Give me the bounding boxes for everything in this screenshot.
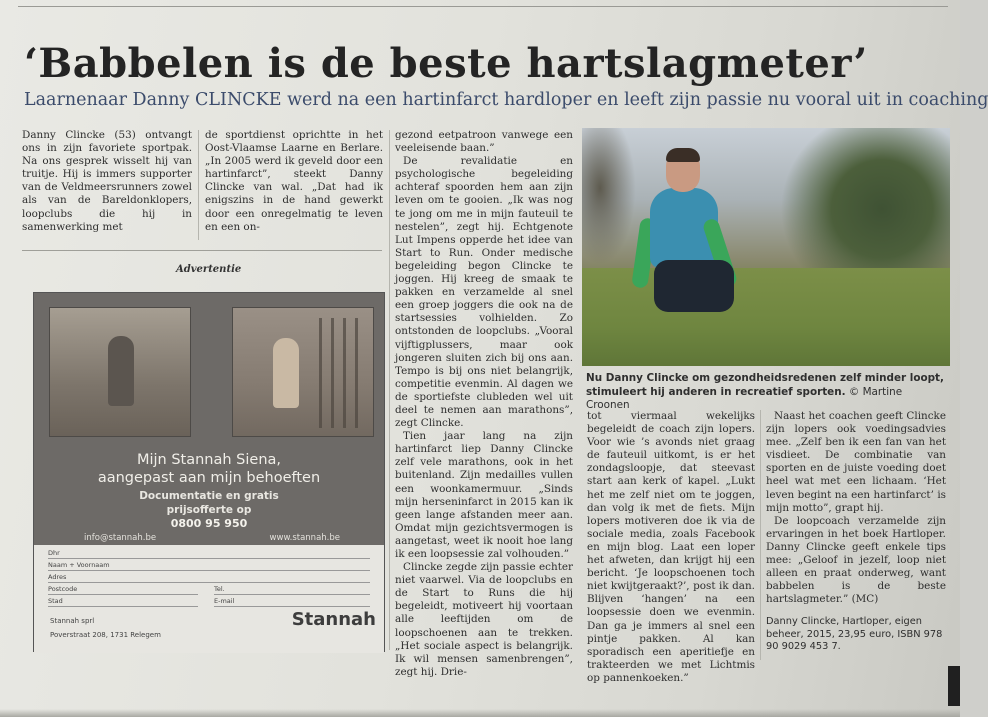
article-column-3 (395, 129, 573, 678)
ad-phone: 0800 95 950 (170, 517, 248, 530)
runner-hair (666, 148, 700, 162)
ad-offer-line: prijsofferte op (166, 504, 252, 516)
advertisement-label: Advertentie (176, 264, 242, 275)
form-field-city: Stad (48, 597, 198, 607)
advertisement (33, 292, 385, 652)
paragraph: de sportdienst oprichtte in het Oost-Vlaamse Laarne en Berlare. „In 2005 werd ik geveld door een hartinfarct”, steekt Danny Clincke van wal. „Dat had ik enigszins in de hand gewerkt door een onregelmatig te leven en een on- (205, 129, 383, 233)
ad-offer-line: Documentatie en gratis (139, 490, 279, 502)
book-credit: Danny Clincke, Hartloper, eigen beheer, 2015, 23,95 euro, ISBN 978 90 9029 453 7. (766, 616, 943, 653)
paragraph: Clincke zegde zijn passie echter niet vaarwel. Via de loopclubs en de Start to Runs die hij begeleidt, motiveert hij voortaan alle leeftijden om de loopschoenen aan te trekken. „Het sociale aspect is belangrijk. Ik wil mensen samenbrengen”, zegt hij. Drie- (395, 561, 573, 678)
ad-address: Poverstraat 208, 1731 Relegem (50, 631, 161, 639)
article-photo (582, 128, 950, 366)
column-rule (198, 130, 199, 240)
photo-caption (586, 372, 948, 413)
runner-legs (654, 260, 734, 312)
column-rule (389, 130, 390, 650)
stannah-logo: Stannah (291, 609, 376, 630)
ad-offer (34, 489, 384, 517)
stair-railing (319, 318, 365, 428)
tree (582, 128, 642, 278)
ad-title (34, 451, 384, 487)
ad-coupon-form (34, 545, 384, 653)
section-rule (22, 250, 382, 251)
article-column-6 (766, 410, 946, 654)
column-rule (760, 410, 761, 660)
form-field-postcode: Postcode (48, 585, 198, 595)
form-field-address: Adres (48, 573, 370, 583)
ad-photo-stairlift-1 (49, 307, 191, 437)
ad-company: Stannah sprl (50, 617, 95, 625)
ad-photo-stairlift-2 (232, 307, 374, 437)
dark-corner (948, 666, 960, 706)
form-field-name: Naam + Voornaam (48, 561, 370, 571)
page-edge (0, 709, 960, 717)
article-column-2 (205, 129, 383, 234)
ad-person-figure (273, 338, 299, 408)
form-field-email: E-mail (214, 597, 370, 607)
page-title: ‘Babbelen is de beste hartslagmeter’ (24, 40, 868, 87)
form-field-dhr: Dhr (48, 549, 370, 559)
paragraph: gezond eetpatroon vanwege een veeleisende baan.” (395, 129, 573, 155)
paragraph: De loopcoach verzamelde zijn ervaringen in het boek Hartloper. Danny Clincke geeft enkele tips mee: „Geloof in jezelf, loop niet alleen en praat onderweg, want babbelen is de beste hartslagmeter.” (MC) (766, 514, 946, 606)
paragraph: Danny Clincke (53) ontvangt ons in zijn favoriete sportpak. Na ons gesprek wisselt hij van truitje. Hij is immers supporter van de Veldmeersrunners zowel als van de Bareldonklopers, loopclubs die hij in samenwerking met (22, 129, 192, 233)
ad-title-line: Mijn Stannah Siena, (136, 452, 282, 468)
caption-text: Nu Danny Clincke om gezondheidsredenen zelf minder loopt, stimuleert hij anderen in recreatief sporten. (586, 372, 944, 398)
paragraph: tot viermaal wekelijks begeleidt de coach zijn lopers. Voor wie ’s avonds niet graag de fauteuil uitkomt, is er het zondagsloopje, dat steevast start aan kerk of kapel. „Lukt het me zelf niet om te joggen, dan volg ik met de fiets. Mijn lopers motiveren doe ik via de sociale media, zoals Facebook en mijn blog. Laat een loper het afweten, dan krijgt hij een bericht. ‘Je loopschoenen toch niet kwijtgeraakt?’, post ik dan. Blijven ‘hangen’ na een loopsessie doen we evenmin. Dan ga je immers al snel een pintje pakken. Al kan sporadisch een aperitiefje en trakteerden we met Lichtmis op pannenkoeken.” (587, 410, 755, 684)
subhead-name: CLINCKE (195, 90, 282, 110)
ad-person-figure (108, 336, 134, 406)
subhead-rest: werd na een hartinfarct hardloper en leeft zijn passie nu vooral uit in coaching (281, 90, 988, 110)
article-column-5 (587, 410, 755, 685)
photo-credit: © Martine Croonen (586, 385, 903, 411)
form-field-phone: Tel. (214, 585, 370, 595)
paragraph: De revalidatie en psychologische begeleiding achteraf spoorden hem aan zijn leven om te gooien. „Ik was nog te jong om me in mijn fauteuil te nestelen”, zegt hij. Echtgenote Lut Impens opperde het idee van Start to Run. Onder medische begeleiding begon Clincke te joggen. Hij kreeg de smaak te pakken en verzamelde al snel een groep joggers die ook na de startsessies volhielden. Zo ontstonden de loopclubs. „Vooral vijftigplussers, maar ook jongeren sluiten zich bij ons aan. Tempo is bij ons niet belangrijk, competitie evenmin. Al dagen we de sportiefste clubleden wel uit deel te nemen aan marathons”, zegt Clincke. (395, 155, 573, 430)
article-column-1 (22, 129, 192, 234)
subheadline (24, 90, 988, 110)
ad-title-line: aangepast aan mijn behoeften (97, 470, 321, 486)
paragraph: Naast het coachen geeft Clincke zijn lopers ook voedingsadvies mee. „Zelf ben ik een fan van het visdieet. De combinatie van sporten en de juiste voeding doet heel wat met een lichaam. ‘Het leven begint na een hartinfarct’ is mijn motto”, grapt hij. (766, 410, 946, 514)
paragraph: Tien jaar lang na zijn hartinfarct liep Danny Clincke zelf vele marathons, ook in het buitenland. Zijn medailles vullen een woonkamermuur. „Sinds mijn herseninfarct in 2015 kan ik geen lange afstanden meer aan. Omdat mijn gezichtsvermogen is aangetast, weet ik nooit hoe lang ik een loopsessie zal volhouden.” (395, 430, 573, 560)
subhead-intro: Laarnenaar Danny (24, 90, 196, 110)
top-rule (18, 6, 948, 7)
ad-email: info@stannah.be (84, 533, 157, 543)
ad-website: www.stannah.be (269, 533, 340, 543)
